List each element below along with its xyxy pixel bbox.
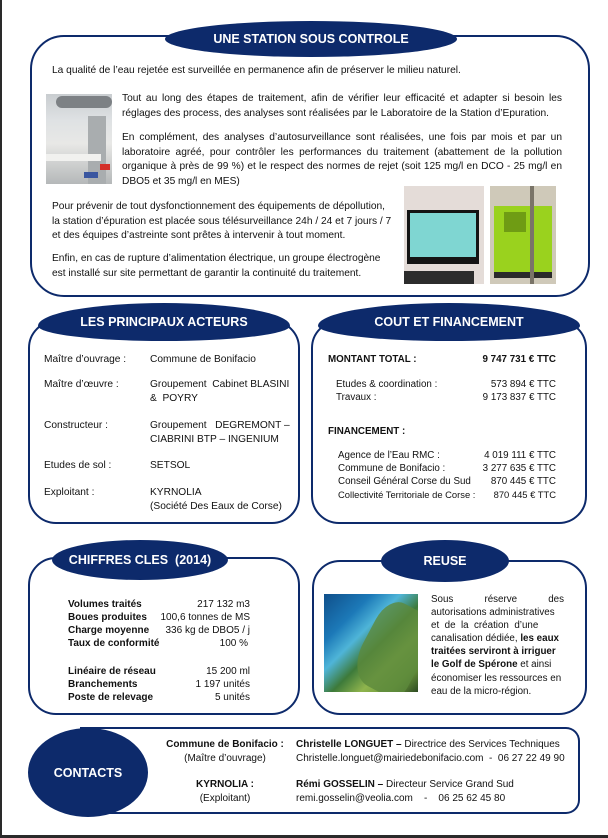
station-intro: La qualité de l’eau rejetée est surveillée en permanence afin de préserver le milieu naturel. [52,65,461,76]
page-frame-left [0,0,2,838]
funding-amount: 3 277 635 € TTC [482,463,556,474]
reuse-text [431,593,564,698]
station-para3-line: Pour prévenir de tout dysfonctionnement des équipements de dépollution, [52,201,386,212]
lab-photo [46,94,112,184]
station-para4 [52,252,402,281]
contact-email-phone[interactable]: Christelle.longuet@mairiedebonifacio.com - 06 27 22 49 90 [296,753,565,764]
actor-name [150,378,289,405]
funding-amount: 870 445 € TTC [490,476,556,487]
station-title [165,21,457,57]
total-value: 9 747 731 € TTC [482,354,556,365]
station-para3-line: la station d’épuration est placée sous télésurveillance 24h / 24 et 7 jours / 7 [52,215,392,227]
station-para3 [52,200,402,244]
actor-name-line: Groupement Cabinet BLASINI [150,379,290,390]
contact-org: Commune de Bonifacio : [166,739,284,750]
station-para3-line: et des équipes d’astreinte sont prêtes à intervenir à tout moment. [52,230,346,242]
reuse-line: eau de la micro-région. [431,685,532,697]
kf-value: 336 kg de DBO5 / j [165,625,250,636]
contact-position: Directrice des Services Techniques [401,739,560,750]
actors-title [38,303,290,341]
key-figures-title [52,540,228,580]
contact-role: (Maître d’ouvrage) [184,753,266,764]
actor-name [150,459,190,473]
reuse-line [431,632,564,645]
actor-role: Exploitant : [44,487,95,498]
station-para2: En complément, des analyses d’autosurveillance sont réalisées, une fois par mois et par un laboratoire agréé, pour contrôler les performances du traitement (abattement de la pollution organique à près de 99 %) et le respect des normes de rejet (soit 125 mg/l en DCO - 25 mg/l en DBO5 et 35 mg/l en MES) [122,132,562,187]
kf-label: Volumes traités [68,599,142,610]
kf-value: 15 200 ml [206,666,250,677]
kf-label: Branchements [68,679,138,690]
kf-label: Poste de relevage [68,692,154,703]
actor-name [150,419,290,446]
kf-label: Taux de conformité [68,638,160,649]
actor-role: Constructeur : [44,420,108,431]
funding-source: Conseil Général Corse du Sud [338,476,471,487]
actor-name-line: Commune de Bonifacio [150,354,256,365]
reuse-word: Sous [431,594,454,605]
reuse-line [431,593,564,606]
generator-photo [490,186,556,284]
kf-value: 100 % [219,638,248,649]
reuse-text-bold: le Golf de Spérone [431,659,518,671]
actor-name-line: Groupement DEGREMONT – [150,420,290,431]
actor-name-line: CIABRINI BTP – INGENIUM [150,433,279,445]
reuse-title [381,540,509,582]
funding-source: Agence de l’Eau RMC : [338,450,440,461]
telemonitoring-photo [404,186,484,284]
reuse-line [431,645,564,658]
contact-email-phone[interactable]: remi.gosselin@veolia.com - 06 25 62 45 80 [296,793,506,804]
reuse-text-bold: les eaux [520,633,559,645]
actor-name-line: (Société Des Eaux de Corse) [150,500,282,512]
contact-role: (Exploitant) [199,793,251,804]
actor-role: Maître d’ouvrage : [44,354,127,365]
funding-amount: 4 019 111 € TTC [484,450,556,461]
kf-label: Boues produites [68,612,147,623]
key-figures-title-text: CHIFFRES CLES (2014) [68,553,212,567]
contacts-title [28,728,148,817]
actor-role: Maître d’œuvre : [44,379,119,390]
contact-person [296,738,560,752]
actor-name [150,486,282,513]
funding-label: FINANCEMENT : [328,426,406,437]
contacts-title-text: CONTACTS [53,765,123,780]
golf-photo [324,594,418,692]
reuse-line: autorisations administratives [431,607,555,619]
reuse-line: et de la création d’une [431,620,539,632]
reuse-line [431,658,564,671]
cost-title [318,303,580,341]
reuse-word: réserve [484,594,518,605]
kf-value: 1 197 unités [195,679,250,690]
actor-role: Etudes de sol : [44,460,112,471]
contact-name: Christelle LONGUET – [296,739,402,750]
contact-position: Directeur Service Grand Sud [383,779,514,790]
station-para4-line: Enfin, en cas de rupture d’alimentation électrique, un groupe électrogène [52,253,381,264]
funding-amount: 870 445 € TTC [493,489,556,500]
breakdown-value: 9 173 837 € TTC [482,392,556,403]
breakdown-label: Etudes & coordination : [336,379,438,390]
contact-person [296,778,514,792]
station-para4-line: est installé sur site permettant de garantir la continuité du traitement. [52,267,362,279]
reuse-text-plain: et ainsi [517,659,552,671]
cost-title-text: COUT ET FINANCEMENT [374,315,524,329]
actor-name [150,353,256,367]
kf-label: Linéaire de réseau [68,666,156,677]
actors-title-text: LES PRINCIPAUX ACTEURS [80,315,248,329]
kf-value: 5 unités [214,692,250,703]
actor-name-line: KYRNOLIA [150,487,202,498]
reuse-line: économiser les ressources en [431,672,562,684]
funding-source: Commune de Bonifacio : [338,463,446,474]
actor-name-line: SETSOL [150,460,191,471]
station-para1: Tout au long des étapes de traitement, afin de vérifier leur efficacité et adapter si besoin les réglages des process, des analyses sont réalisées par le Laboratoire de la Station d’Epuration. [122,93,562,119]
total-label: MONTANT TOTAL : [328,354,417,365]
reuse-title-text: REUSE [423,554,467,568]
actor-name-line: & POYRY [150,392,198,404]
contact-org: KYRNOLIA : [196,779,254,790]
funding-source: Collectivité Territoriale de Corse : [338,489,476,500]
reuse-text-bold: traitées serviront à irriguer [431,646,556,658]
kf-value: 100,6 tonnes de MS [160,612,250,623]
reuse-text-plain: canalisation dédiée, [431,633,521,645]
breakdown-label: Travaux : [336,392,377,403]
kf-value: 217 132 m3 [197,599,250,610]
contact-name: Rémi GOSSELIN – [296,779,384,790]
reuse-word: des [548,594,564,605]
station-title-text: UNE STATION SOUS CONTROLE [213,32,409,46]
kf-label: Charge moyenne [68,625,150,636]
breakdown-value: 573 894 € TTC [490,379,556,390]
